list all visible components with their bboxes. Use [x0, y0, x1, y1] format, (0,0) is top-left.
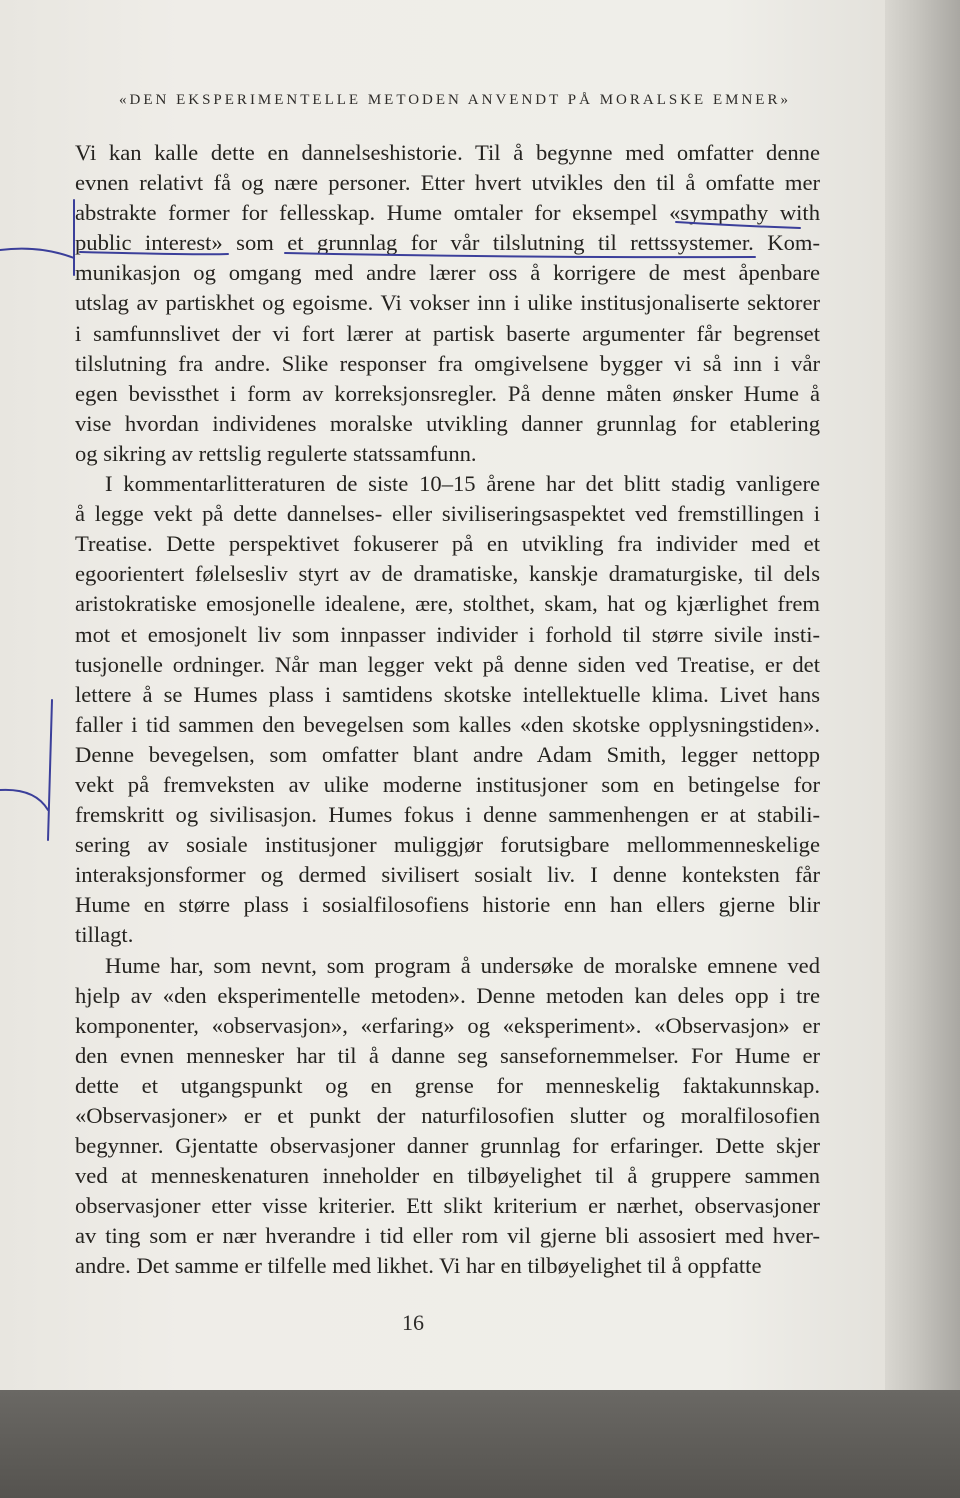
text-line: mot et emosjonelt liv som innpasser individer i forhold til større sivile insti-: [75, 621, 820, 647]
text-line: aristokratiske emosjonelle idealene, ære, stolthet, skam, hat og kjærlighet frem: [75, 591, 820, 617]
text-line: observasjoner etter visse kriterier. Ett slikt kriterium er nærhet, observasjoner: [75, 1193, 820, 1219]
text-line: den evnen mennesker har til å danne seg sansefornemmelser. For Hume er: [75, 1042, 820, 1068]
text-line: interaksjonsformer og dermed sivilisert sosialt liv. I denne konteksten får: [75, 862, 820, 888]
body-text: [75, 138, 820, 1282]
text-line: utslag av partiskhet og egoisme. Vi vokser inn i ulike institusjonaliserte sektorer: [75, 290, 820, 316]
text-line: tillagt.: [75, 922, 134, 948]
text-line: å legge vekt på dette dannelses- eller siviliseringsaspektet ved fremstillingen i: [75, 501, 820, 527]
text-line: ved at menneskenaturen inneholder en tilbøyelighet til å gruppere sammen: [75, 1163, 820, 1189]
paragraph-1: [75, 138, 820, 469]
text-line: egoorientert følelsesliv styrt av de dramatiske, kanskje dramaturgiske, til dels: [75, 561, 820, 587]
text-line: vekt på fremveksten av ulike moderne institusjoner som en betingelse for: [75, 771, 820, 797]
page-edge: [885, 0, 960, 1400]
text-line: tusjonelle ordninger. Når man legger vekt på denne siden ved Treatise, er det: [75, 651, 820, 677]
text-line: I kommentarlitteraturen de siste 10–15 årene har det blitt stadig vanligere: [105, 471, 820, 497]
text-line: hjelp av «den eksperimentelle metoden». Denne metoden kan deles opp i tre: [75, 982, 820, 1008]
text-line: vise hvordan individenes moralske utvikling danner grunnlag for etablering: [75, 410, 820, 436]
text-line: begynner. Gjentatte observasjoner danner grunnlag for erfaringer. Dette skjer: [75, 1133, 820, 1159]
text-line: komponenter, «observasjon», «erfaring» og «eksperiment». «Observasjon» er: [75, 1012, 820, 1038]
text-line: faller i tid sammen den bevegelsen som kalles «den skotske opplysningstiden».: [75, 711, 820, 737]
text-line: fremskritt og sivilisasjon. Humes fokus i denne sammenhengen er at stabili-: [75, 802, 820, 828]
text-line: i samfunnslivet der vi fort lærer at partisk baserte argumenter får begrenset: [75, 320, 820, 346]
text-line: Hume har, som nevnt, som program å undersøke de moralske emnene ved: [105, 952, 820, 978]
text-line: tilslutning fra andre. Slike responser fra omgivelsene bygger vi så inn i vår: [75, 350, 820, 376]
text-line: munikasjon og omgang med andre lærer oss å korrigere de mest åpenbare: [75, 260, 820, 286]
text-line: sering av sosiale institusjoner muliggjør forutsigbare mellommenneskelige: [75, 832, 820, 858]
text-line: Denne bevegelsen, som omfatter blant andre Adam Smith, legger nettopp: [75, 741, 820, 767]
text-line: abstrakte former for fellesskap. Hume omtaler for eksempel «sympathy with: [75, 200, 820, 226]
text-line: Hume en større plass i sosialfilosofiens historie enn han ellers gjerne blir: [75, 892, 820, 918]
text-line: lettere å se Humes plass i samtidens skotske intellektuelle klima. Livet hans: [75, 681, 820, 707]
text-line: «Observasjoner» er et punkt der naturfilosofien slutter og moralfilosofien: [75, 1103, 820, 1128]
text-line: av ting som er nær hverandre i tid eller rom vil gjerne bli assosiert med hver-: [75, 1223, 820, 1249]
running-head: «DEN EKSPERIMENTELLE METODEN ANVENDT PÅ MORALSKE EMNER»: [119, 92, 791, 108]
text-line: og sikring av rettslig regulerte statssamfunn.: [75, 440, 477, 466]
text-line: Vi kan kalle dette en dannelseshistorie. Til å begynne med omfatter denne: [75, 140, 820, 165]
text-line: andre. Det samme er tilfelle med likhet. Vi har en tilbøyelighet til å oppfatte: [75, 1253, 762, 1279]
text-line: Treatise. Dette perspektivet fokuserer på en utvikling fra individer med et: [75, 531, 820, 557]
text-line: dette et utgangspunkt og en grense for menneskelig faktakunnskap.: [75, 1072, 820, 1098]
desk-surface: [0, 1390, 960, 1498]
text-line: evnen relativt få og nære personer. Etter hvert utvikles den til å omfatte mer: [75, 170, 820, 196]
text-line: public interest» som et grunnlag for vår tilslutning til rettssystemer. Kom-: [75, 230, 820, 256]
page-number: 16: [402, 1310, 424, 1335]
text-line: egen bevissthet i form av korreksjonsregler. På denne måten ønsker Hume å: [75, 380, 820, 406]
paragraph-2: [75, 469, 820, 951]
paragraph-3: [75, 951, 820, 1282]
